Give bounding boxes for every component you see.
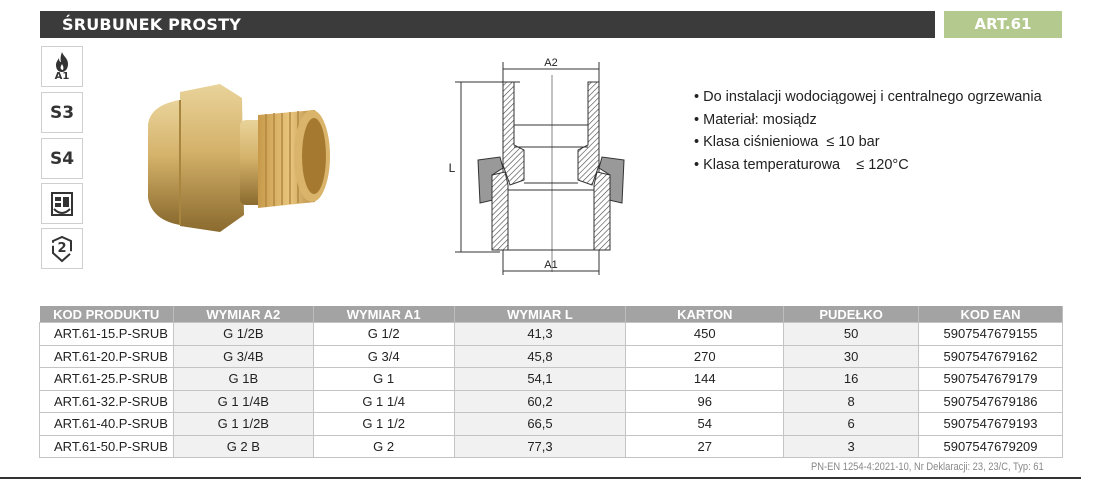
table-cell: G 1B xyxy=(173,368,313,391)
table-cell: 6 xyxy=(784,413,919,436)
column-header: WYMIAR A1 xyxy=(313,306,454,323)
table-cell: 54,1 xyxy=(454,368,626,391)
shield-2-icon: 2 xyxy=(41,228,83,269)
table-cell: 450 xyxy=(626,323,784,346)
feature-item: • Klasa temperaturowa ≤ 120°C xyxy=(694,157,1042,180)
table-cell: 77,3 xyxy=(454,435,626,458)
table-row xyxy=(40,413,1063,436)
table-cell: G 1 1/4B xyxy=(173,390,313,413)
table-cell: 27 xyxy=(626,435,784,458)
table-cell: 66,5 xyxy=(454,413,626,436)
table-cell: ART.61-20.P-SRUB xyxy=(40,345,174,368)
table-cell: G 3/4 xyxy=(313,345,454,368)
a1-label: A1 xyxy=(544,259,558,271)
table-cell: 16 xyxy=(784,368,919,391)
table-cell: G 1 1/4 xyxy=(313,390,454,413)
table-cell: G 1 1/2 xyxy=(313,413,454,436)
feature-list xyxy=(694,89,1042,179)
feature-item: • Do instalacji wodociągowej i centralnego ogrzewania xyxy=(694,89,1042,112)
a2-label: A2 xyxy=(544,57,558,69)
table-cell: 5907547679162 xyxy=(919,345,1063,368)
divider xyxy=(0,477,1081,479)
table-cell: 5907547679186 xyxy=(919,390,1063,413)
feature-item: • Klasa ciśnieniowa ≤ 10 bar xyxy=(694,134,1042,157)
table-cell: 54 xyxy=(626,413,784,436)
table-cell: 41,3 xyxy=(454,323,626,346)
table-cell: 5907547679209 xyxy=(919,435,1063,458)
table-cell: 96 xyxy=(626,390,784,413)
column-header: PUDEŁKO xyxy=(784,306,919,323)
table-cell: G 2 xyxy=(313,435,454,458)
standard-note: PN-EN 1254-4:2021-10, Nr Deklaracji: 23, 23/C, Typ: 61 xyxy=(811,461,1044,473)
product-table xyxy=(39,306,1063,458)
s4-icon: S4 xyxy=(41,138,83,179)
table-cell: G 1/2B xyxy=(173,323,313,346)
table-cell: G 1 1/2B xyxy=(173,413,313,436)
table-cell: ART.61-15.P-SRUB xyxy=(40,323,174,346)
s3-icon: S3 xyxy=(41,92,83,133)
table-cell: ART.61-40.P-SRUB xyxy=(40,413,174,436)
column-header: KARTON xyxy=(626,306,784,323)
table-cell: 8 xyxy=(784,390,919,413)
table-row xyxy=(40,345,1063,368)
feature-item: • Materiał: mosiądz xyxy=(694,112,1042,135)
table-cell: 270 xyxy=(626,345,784,368)
table-row xyxy=(40,368,1063,391)
column-header: KOD EAN xyxy=(919,306,1063,323)
page-title: ŚRUBUNEK PROSTY xyxy=(62,15,241,34)
column-header: KOD PRODUKTU xyxy=(40,306,174,323)
table-cell: 45,8 xyxy=(454,345,626,368)
table-cell: 144 xyxy=(626,368,784,391)
table-cell: ART.61-25.P-SRUB xyxy=(40,368,174,391)
table-cell: 5907547679179 xyxy=(919,368,1063,391)
table-cell: ART.61-32.P-SRUB xyxy=(40,390,174,413)
table-cell: 50 xyxy=(784,323,919,346)
table-cell: 60,2 xyxy=(454,390,626,413)
table-cell: G 1/2 xyxy=(313,323,454,346)
column-header: WYMIAR L xyxy=(454,306,626,323)
table-cell: G 1 xyxy=(313,368,454,391)
column-header: WYMIAR A2 xyxy=(173,306,313,323)
table-cell: 30 xyxy=(784,345,919,368)
table-cell: G 2 B xyxy=(173,435,313,458)
table-row xyxy=(40,390,1063,413)
table-cell: 5907547679155 xyxy=(919,323,1063,346)
table-cell: ART.61-50.P-SRUB xyxy=(40,435,174,458)
technical-drawing xyxy=(0,0,700,290)
fire-a1-icon: A1 xyxy=(41,46,83,87)
article-badge: ART.61 xyxy=(944,11,1062,38)
l-label: L xyxy=(448,161,456,175)
table-row xyxy=(40,435,1063,458)
table-row xyxy=(40,323,1063,346)
table-cell: 5907547679193 xyxy=(919,413,1063,436)
table-cell: G 3/4B xyxy=(173,345,313,368)
table-cell: 3 xyxy=(784,435,919,458)
